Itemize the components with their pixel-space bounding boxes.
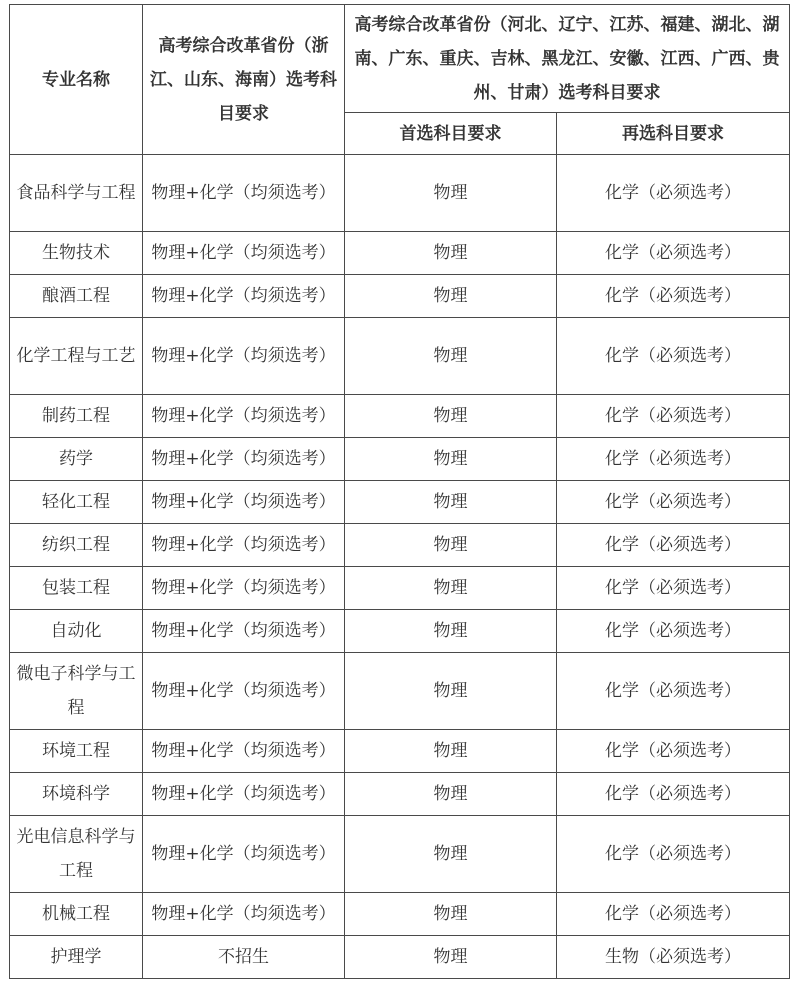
cell-major: 药学 <box>10 438 143 481</box>
table-row <box>10 653 790 730</box>
cell-req1: 物理+化学（均须选考） <box>143 318 345 395</box>
header-other-provinces: 高考综合改革省份（河北、辽宁、江苏、福建、湖北、湖南、广东、重庆、吉林、黑龙江、安徽、江西、广西、贵州、甘肃）选考科目要求 <box>345 5 790 113</box>
cell-first: 物理 <box>345 524 557 567</box>
header-major: 专业名称 <box>10 5 143 155</box>
cell-major: 机械工程 <box>10 893 143 936</box>
cell-first: 物理 <box>345 232 557 275</box>
table-row <box>10 318 790 395</box>
cell-major: 微电子科学与工程 <box>10 653 143 730</box>
subject-requirements-table <box>9 4 790 979</box>
cell-req1: 物理+化学（均须选考） <box>143 232 345 275</box>
cell-first: 物理 <box>345 438 557 481</box>
cell-major: 轻化工程 <box>10 481 143 524</box>
cell-first: 物理 <box>345 481 557 524</box>
cell-first: 物理 <box>345 816 557 893</box>
cell-req1: 物理+化学（均须选考） <box>143 653 345 730</box>
cell-second: 化学（必须选考） <box>557 318 790 395</box>
table-row <box>10 567 790 610</box>
cell-second: 化学（必须选考） <box>557 155 790 232</box>
cell-req1: 物理+化学（均须选考） <box>143 481 345 524</box>
cell-second: 化学（必须选考） <box>557 610 790 653</box>
table-row <box>10 816 790 893</box>
cell-req1: 物理+化学（均须选考） <box>143 567 345 610</box>
header-re-choice: 再选科目要求 <box>557 113 790 155</box>
cell-major: 化学工程与工艺 <box>10 318 143 395</box>
cell-first: 物理 <box>345 610 557 653</box>
cell-req1: 物理+化学（均须选考） <box>143 155 345 232</box>
cell-second: 化学（必须选考） <box>557 567 790 610</box>
cell-major: 食品科学与工程 <box>10 155 143 232</box>
cell-first: 物理 <box>345 653 557 730</box>
cell-first: 物理 <box>345 567 557 610</box>
cell-second: 化学（必须选考） <box>557 653 790 730</box>
cell-req1: 物理+化学（均须选考） <box>143 816 345 893</box>
cell-req1: 物理+化学（均须选考） <box>143 524 345 567</box>
cell-second: 化学（必须选考） <box>557 275 790 318</box>
cell-major: 纺织工程 <box>10 524 143 567</box>
header-first-choice: 首选科目要求 <box>345 113 557 155</box>
cell-req1: 物理+化学（均须选考） <box>143 773 345 816</box>
cell-req1: 物理+化学（均须选考） <box>143 730 345 773</box>
cell-major: 生物技术 <box>10 232 143 275</box>
cell-second: 化学（必须选考） <box>557 395 790 438</box>
cell-req1: 物理+化学（均须选考） <box>143 275 345 318</box>
cell-second: 化学（必须选考） <box>557 730 790 773</box>
cell-req1: 物理+化学（均须选考） <box>143 395 345 438</box>
cell-second: 生物（必须选考） <box>557 936 790 979</box>
table-row <box>10 936 790 979</box>
table-row <box>10 730 790 773</box>
table-row <box>10 155 790 232</box>
header-row <box>10 5 790 113</box>
table-row <box>10 395 790 438</box>
cell-second: 化学（必须选考） <box>557 232 790 275</box>
table-row <box>10 232 790 275</box>
cell-second: 化学（必须选考） <box>557 816 790 893</box>
cell-req1: 物理+化学（均须选考） <box>143 893 345 936</box>
cell-req1: 物理+化学（均须选考） <box>143 610 345 653</box>
cell-first: 物理 <box>345 275 557 318</box>
cell-major: 制药工程 <box>10 395 143 438</box>
table-row <box>10 481 790 524</box>
table-row <box>10 773 790 816</box>
cell-major: 环境工程 <box>10 730 143 773</box>
table-row <box>10 610 790 653</box>
cell-req1: 物理+化学（均须选考） <box>143 438 345 481</box>
cell-major: 光电信息科学与工程 <box>10 816 143 893</box>
cell-first: 物理 <box>345 395 557 438</box>
table-row <box>10 893 790 936</box>
cell-first: 物理 <box>345 893 557 936</box>
cell-req1: 不招生 <box>143 936 345 979</box>
cell-major: 包装工程 <box>10 567 143 610</box>
table-row <box>10 275 790 318</box>
cell-first: 物理 <box>345 318 557 395</box>
table-row <box>10 524 790 567</box>
cell-major: 酿酒工程 <box>10 275 143 318</box>
cell-second: 化学（必须选考） <box>557 481 790 524</box>
cell-second: 化学（必须选考） <box>557 773 790 816</box>
cell-major: 自动化 <box>10 610 143 653</box>
cell-second: 化学（必须选考） <box>557 524 790 567</box>
header-zhejiang-shandong-hainan: 高考综合改革省份（浙江、山东、海南）选考科目要求 <box>143 5 345 155</box>
table-row <box>10 438 790 481</box>
cell-first: 物理 <box>345 773 557 816</box>
cell-major: 护理学 <box>10 936 143 979</box>
cell-second: 化学（必须选考） <box>557 438 790 481</box>
cell-first: 物理 <box>345 730 557 773</box>
cell-second: 化学（必须选考） <box>557 893 790 936</box>
cell-first: 物理 <box>345 155 557 232</box>
cell-major: 环境科学 <box>10 773 143 816</box>
cell-first: 物理 <box>345 936 557 979</box>
